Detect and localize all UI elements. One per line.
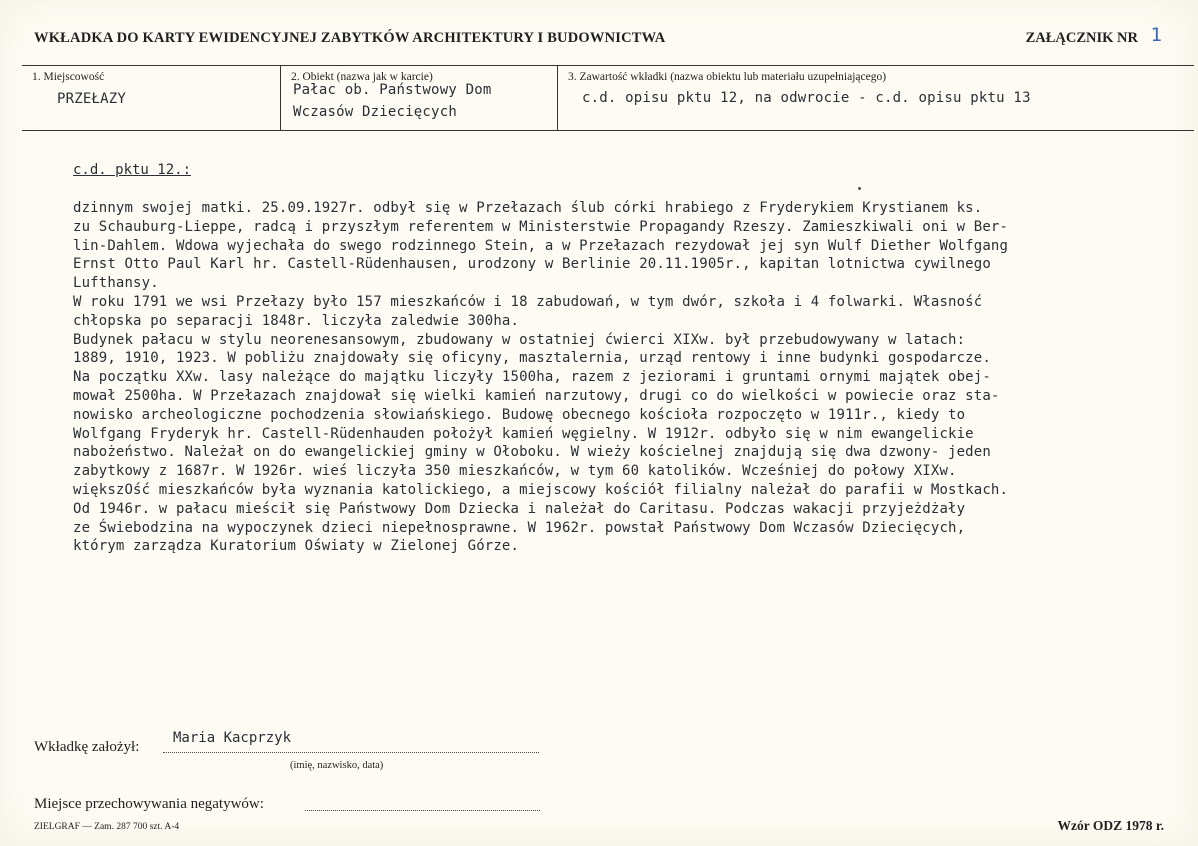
signature-value: Maria Kacprzyk bbox=[173, 730, 292, 746]
locality-cell bbox=[22, 66, 281, 130]
signature-dotted-line bbox=[163, 752, 539, 753]
object-value-line: Wczasów Dziecięcych bbox=[293, 104, 457, 120]
object-value bbox=[293, 79, 491, 123]
attachment-number: 1 bbox=[1150, 24, 1162, 46]
printer-footer: ZIELGRAF — Zam. 287 700 szt. A-4 bbox=[34, 822, 180, 832]
body-line: W roku 1791 we wsi Przełazy było 157 mieszkańców i 18 zabudowań, w tym dwór, szkoła i 4 folwarki. Własność bbox=[73, 293, 983, 310]
body-line: którym zarządza Kuratorium Oświaty w Zielonej Górze. bbox=[73, 538, 520, 555]
header-fields-row bbox=[22, 65, 1194, 131]
locality-value: PRZEŁAZY bbox=[57, 91, 127, 107]
form-title: WKŁADKA DO KARTY EWIDENCYJNEJ ZABYTKÓW ARCHITEKTURY I BUDOWNICTWA bbox=[34, 30, 666, 46]
object-label: 2. Obiekt (nazwa jak w karcie) bbox=[291, 71, 433, 83]
body-line: 1889, 1910, 1923. W pobliżu znajdowały się oficyny, masztalernia, urząd rentowy i inne budynki gospodarcze. bbox=[73, 350, 991, 367]
object-cell bbox=[281, 66, 558, 130]
contents-cell bbox=[558, 66, 1194, 130]
body-line: chłopska po separacji 1848r. liczyła zaledwie 300ha. bbox=[73, 312, 520, 329]
body-line: nowisko archeologiczne pochodzenia słowiańskiego. Budowę obecnego kościoła rozpoczęto w 1911r., kiedy to bbox=[73, 406, 966, 423]
body-line: Ernst Otto Paul Karl hr. Castell-Rüdenhausen, urodzony w Berlinie 20.11.1905r., kapitan lotnictwa cywilnego bbox=[73, 256, 991, 273]
body-line: nabożeństwo. Należał on do ewangelickiej gminy w Ołoboku. W wieży kościelnej znajdują się dwa dzwony- jeden bbox=[73, 444, 991, 461]
body-line: ze Świebodzina na wypoczynek dzieci niepełnosprawne. W 1962r. powstał Państwowy Dom Wczasów Dziecięcych, bbox=[73, 519, 966, 536]
signature-label: Wkładkę założył: bbox=[34, 739, 140, 755]
contents-value: c.d. opisu pktu 12, na odwrocie - c.d. opisu pktu 13 bbox=[582, 90, 1031, 106]
body-line: Wolfgang Fryderyk hr. Castell-Rüdenhauden położył kamień węgielny. W 1912r. odbyło się w nim ewangelickie bbox=[73, 425, 974, 442]
body-line: Budynek pałacu w stylu neorenesansowym, zbudowany w ostatniej ćwierci XIXw. był przebudowywany w latach: bbox=[73, 331, 966, 348]
body-line: zabytkowy z 1687r. W 1926r. wieś liczyła 350 mieszkańców, w tym 60 katolików. Wcześniej do połowy XIXw. bbox=[73, 463, 957, 480]
locality-label: 1. Miejscowość bbox=[32, 71, 105, 83]
object-value-line: Pałac ob. Państwowy Dom bbox=[293, 82, 492, 98]
negatives-label: Miejsce przechowywania negatywów: bbox=[34, 796, 264, 812]
paper-speck bbox=[858, 187, 861, 190]
body-line: Na początku XXw. lasy należące do majątku liczyły 1500ha, razem z jeziorami i gruntami ornymi majątek obej- bbox=[73, 369, 991, 386]
contents-label: 3. Zawartość wkładki (nazwa obiektu lub materiału uzupełniającego) bbox=[568, 71, 887, 83]
body-line: mował 2500ha. W Przełazach znajdował się wielki kamień narzutowy, drugi co do wielkości w powiecie oraz sta- bbox=[73, 387, 1000, 404]
signature-caption: (imię, nazwisko, data) bbox=[290, 760, 384, 771]
attachment-label: ZAŁĄCZNIK NR bbox=[1025, 30, 1138, 46]
body-line: Od 1946r. w pałacu mieścił się Państwowy Dom Dziecka i należał do Caritasu. Podczas wakacji przyjeżdżały bbox=[73, 500, 966, 517]
body-line: lin-Dahlem. Wdowa wyjechała do swego rodzinnego Stein, a w Przełazach rezydował jej syn Wulf Diether Wolfgang bbox=[73, 237, 1009, 254]
form-version: Wzór ODZ 1978 r. bbox=[1057, 818, 1164, 833]
body-line: dzinnym swojej matki. 25.09.1927r. odbył się w Przełazach ślub córki hrabiego z Fryderykiem Krystianem ks. bbox=[73, 200, 983, 216]
section-heading: c.d. pktu 12.: bbox=[73, 162, 192, 178]
negatives-dotted-line bbox=[305, 810, 540, 811]
description-body bbox=[73, 199, 1153, 556]
body-line: większOść mieszkańców była wyznania katolickiego, a miejscowy kościół filialny należał do parafii w Mostkach. bbox=[73, 481, 1009, 498]
body-line: Lufthansy. bbox=[73, 275, 159, 292]
body-line: zu Schauburg-Lieppe, radcą i przyszłym referentem w Ministerstwie Propagandy Rzeszy. Zamieszkiwali oni w Ber- bbox=[73, 218, 1009, 235]
